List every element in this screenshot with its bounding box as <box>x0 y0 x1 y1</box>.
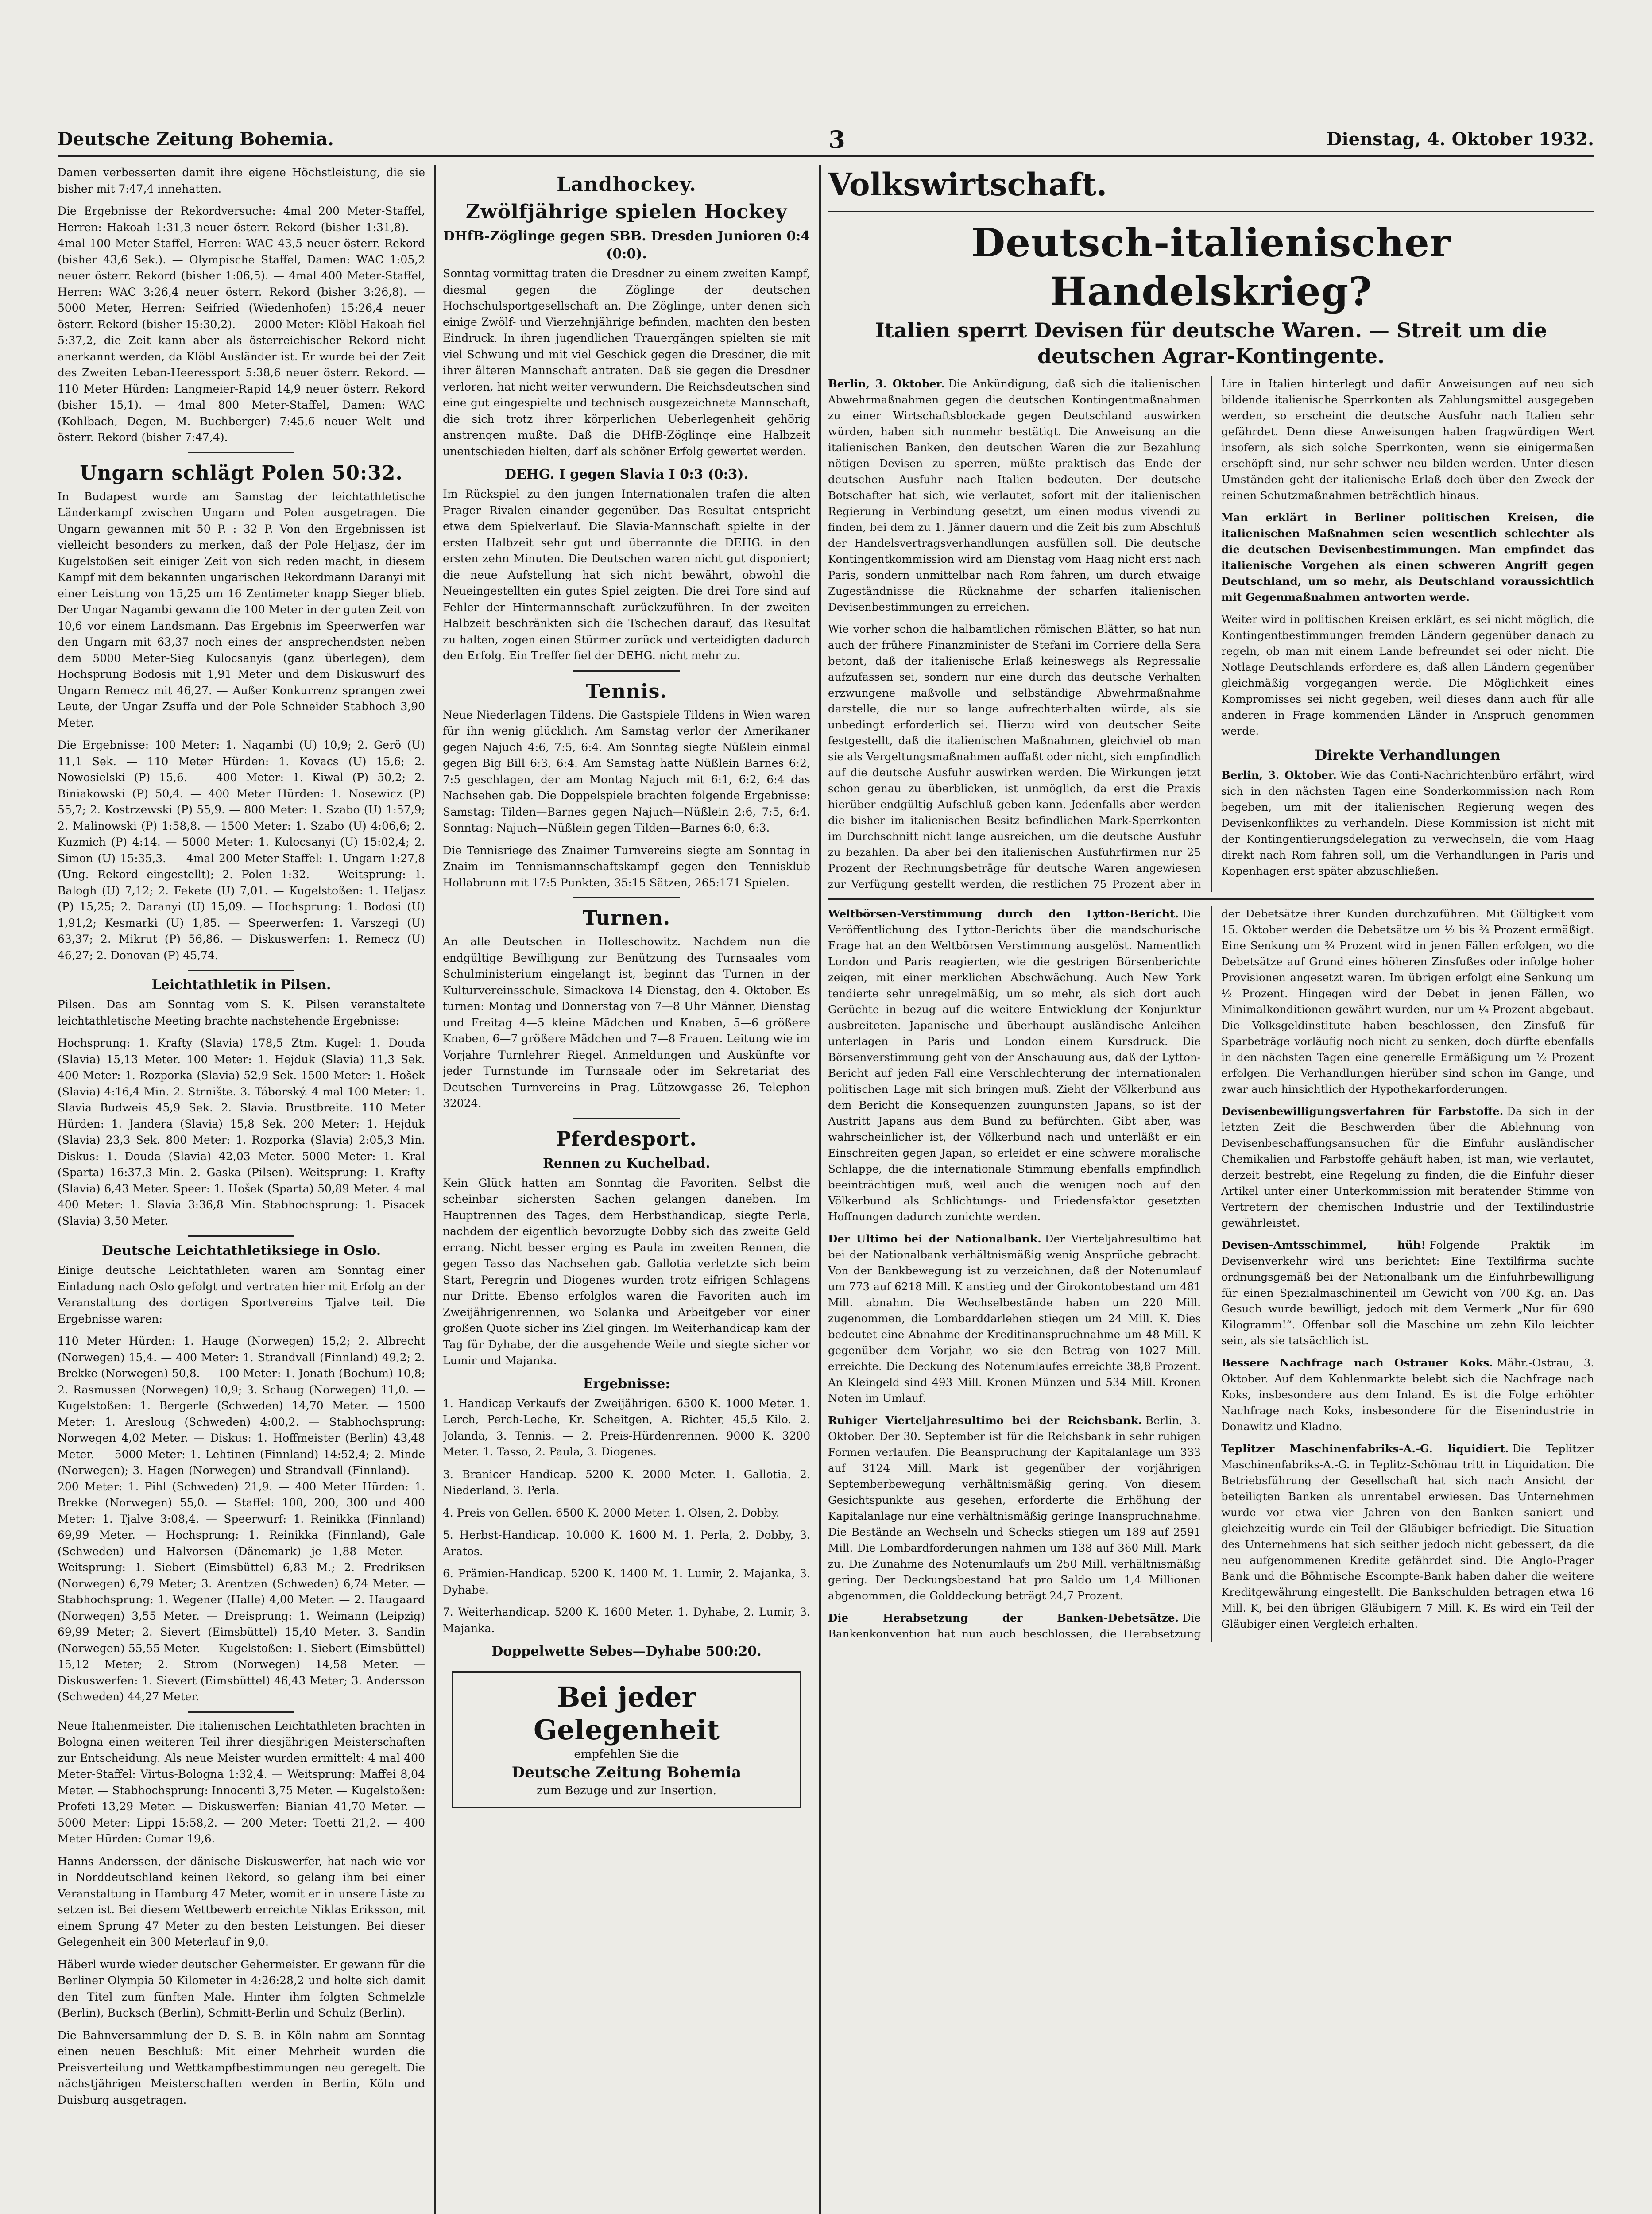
masthead-name: Deutsche Zeitung Bohemia. <box>58 129 334 150</box>
paragraph <box>828 1231 1201 1406</box>
column-rule-1 <box>434 165 436 2214</box>
paragraph: 5. Herbst-Handicap. 10.000 K. 1600 M. 1. Perla, 2. Dobby, 3. Aratos. <box>443 1529 810 1558</box>
paragraph: Sonntag vormittag traten die Dresdner zu einem zweiten Kampf, diesmal gegen die Zöglinge der deutschen Hochschulsportgesellschaft an. Die Zöglinge, unter denen sich einige Zwölf- und Vierzehnjährige befinden, machten den besten Eindruck. In ihren jugendlichen Trauergängen spielten sie mit viel Schwung und mit viel Geschick gegen die Dresdner, die mit ihrer älteren Mannschaft antraten. Daß sie gegen die Dresdner verloren, hat nicht weiter verwundern. Die Reichsdeutschen sind eine gut eingespielte und technisch ausgezeichnete Mannschaft, die sich trotz ihrer körperlichen Ueberlegenheit gehörig anstrengen mußte. Daß die DHfB-Zöglinge eine Halbzeit unentschieden hielten, darf als schöner Erfolg gewertet werden. <box>443 267 810 458</box>
article-title-kuchelbad: Rennen zu Kuchelbad. <box>543 1155 710 1171</box>
paragraph <box>1221 510 1594 605</box>
paragraph <box>1221 1237 1594 1349</box>
column-rule-2 <box>819 165 821 2214</box>
article-title-hockey: Zwölfjährige spielen Hockey <box>465 201 788 223</box>
paragraph: Kein Glück hatten am Sonntag die Favoriten. Selbst die scheinbar sichersten Sachen gelangen daneben. Im Hauptrennen des Tages, dem Herbsthandicap, siegte Perla, nachdem der eigentlich bevorzugte Dobby sich das zweite Geld errang. Nicht besser erging es Paula im zweiten Rennen, die gegen Tasso das Nachsehen gab. Gallotia verletzte sich beim Start, Peregrin und Diogenes wurden trotz eifrigen Schlagens nur Dritte. Ebenso erfolglos waren die Favoriten auch im Zweijährigenrennen, wo Solanka und Arbeitgeber vor einer großen Quote sicher ins Ziel gingen. Im Weiterhandicap kam der Tag für Dyhabe, der die ausgehende Weile und siegte sicher vor Lumir und Majanka. <box>443 1176 810 1367</box>
headline: Deutsch-italienischer Handelskrieg? <box>971 220 1451 314</box>
divider <box>188 970 294 971</box>
paragraph-lead: Devisenbewilligungsverfahren für Farbstoffe. <box>1221 1105 1504 1118</box>
paragraph: Im Rückspiel zu den jungen Internationalen trafen die alten Prager Rivalen einander gegenüber. Das Resultat entspricht etwa dem Spielverlauf. Die Slavia-Mannschaft spielte in der ersten Halbzeit sehr gut und überrannte die DEHG. in den ersten zehn Minuten. Die Deutschen waren nicht gut disponiert; die neue Aufstellung hat sich nicht bewährt, obwohl die Neueingestellten ein gutes Spiel zeigten. Die drei Tore sind auf Fehler der Hintermannschaft zurückzuführen. In der zweiten Halbzeit beschränkten sich die Tschechen darauf, das Resultat zu halten, zogen einen Stürmer zurück und verteidigten dadurch den Erfolg. Ein Treffer fiel der DEHG. nicht mehr zu. <box>443 488 810 662</box>
paragraph-body: Der Vierteljahresultimo hat bei der Nationalbank verhältnismäßig wenig Ansprüche gebracht. Von der Bankbewegung ist zu verzeichnen, daß der Notenumlauf um 773 auf 6218 Mill. K anstieg und der Girokontobestand um 481 Mill. abnahm. Die Wechselbestände haben um 220 Mill. zugenommen, die Lombarddarlehen stiegen um 24 Mill. K. Dies bedeutet eine Abnahme der Kreditinanspruchnahme um 48 Mill. K gegenüber dem Vorjahr, wo sie den Betrag von 1027 Mill. erreichte. Die Deckung des Notenumlaufes erreichte 38,8 Prozent. An Kleingeld sind 493 Mill. Kronen Münzen und 534 Mill. Kronen Noten im Umlauf. <box>828 1232 1201 1405</box>
paragraph <box>1221 1441 1594 1632</box>
paragraph-body: Die Veröffentlichung des Lytton-Berichts über die mandschurische Frage hat an den Weltbörsen Verstimmung ausgelöst. Namentlich London und Paris reagierten, wie die gestrigen Börsenberichte zeigen, mit einer merklichen Abschwächung. Auch New York tendierte sehr unregelmäßig, um so mehr, als sich dort auch Gerüchte in bezug auf die weitere Entwicklung der Konjunktur ausbreiteten. Japanische und überhaupt ausländische Anleihen unterlagen in Paris und London einem Kursdruck. Die Börsenverstimmung geht von der Anschauung aus, daß der Lytton-Bericht auf jeden Fall eine Verschlechterung der internationalen politischen Lage mit sich bringen muß. Zieht der Völkerbund aus dem Bericht die Konsequenzen zuungunsten Japans, so ist der Austritt Japans aus dem Bund zu befürchten. Gibt aber, was wahrscheinlicher ist, der Völkerbund nach und unterläßt er ein Einschreiten gegen Japan, so erleidet er eine schwere moralische Schlappe, die die internationale Stimmung ebenfalls empfindlich beeinträchtigen muß, weil auch die wenigen noch auf den Völkerbund als Schlichtungs- und Friedensfaktor gesetzten Hoffnungen dadurch zunichte werden. <box>828 907 1201 1223</box>
column-economy <box>828 165 1594 2214</box>
section-title-pferdesport: Pferdesport. <box>556 1127 697 1150</box>
divider <box>188 452 294 453</box>
ad-line-brand: Deutsche Zeitung Bohemia <box>511 1764 742 1781</box>
divider <box>828 898 1594 900</box>
paragraph: Hochsprung: 1. Krafty (Slavia) 178,5 Ztm. Kugel: 1. Douda (Slavia) 15,13 Meter. 100 Meter: 1. Hejduk (Slavia) 11,3 Sek. 400 Meter: 1. Rozporka (Slavia) 52,9 Sek. 1500 Meter: 1. Hošek (Slavia) 4:16,4 Min. 2. Strnište. 3. Táborský. 4 mal 100 Meter: 1. Slavia Budweis 45,9 Sek. 2. Slavia. Brustbreite. 110 Meter Hürden: 1. Jandera (Slavia) 15,8 Sek. 200 Meter: 1. Hejduk (Slavia) 23,3 Sek. 800 Meter: 1. Rozporka (Slavia) 2:05,3 Min. Diskus: 1. Douda (Slavia) 42,03 Meter. 5000 Meter: 1. Kral (Sparta) 16:37,3 Min. 2. Gaska (Pilsen). Weitsprung: 1. Krafty (Slavia) 6,43 Meter. Speer: 1. Hošek (Sparta) 50,89 Meter. 4 mal 400 Meter: 1. Slavia 3:36,8 Min. Stabhochsprung: 1. Pisacek (Slavia) 3,50 Meter. <box>58 1037 425 1227</box>
paragraph-lead: Weltbörsen-Verstimmung durch den Lytton-Bericht. <box>828 907 1179 920</box>
article-title-pilsen: Leichtathletik in Pilsen. <box>151 977 331 993</box>
paragraph: 110 Meter Hürden: 1. Hauge (Norwegen) 15,2; 2. Albrecht (Norwegen) 15,4. — 400 Meter: 1. Strandvall (Finnland) 49,2; 2. Brekke (Norwegen) 50,8. — 100 Meter: 1. Jonath (Bochum) 10,8; 2. Rasmussen (Norwegen) 10,9; 3. Schaug (Norwegen) 11,0. — Kugelstoßen: 1. Bergerle (Schweden) 14,70 Meter. — 1500 Meter: 1. Aresloug (Schweden) 4:00,2. — Stabhochsprung: Norwegen 4,02 Meter. — Diskus: 1. Hoffmeister (Berlin) 43,48 Meter. — 5000 Meter: 1. Lehtinen (Finnland) 14:52,4; 2. Minde (Norwegen); 3. Hagen (Norwegen) und Strandvall (Finnland). — 200 Meter: 1. Pihl (Schweden) 21,9. — 400 Meter Hürden: 1. Brekke (Norwegen) 55,0. — Staffel: 100, 200, 300 und 400 Meter: 1. Tjalve 3:08,4. — Speerwurf: 1. Reinikka (Finnland) 69,99 Meter. — Hochsprung: 1. Reinikka (Finnland), Gale (Schweden) und Halvorsen (Dänemark) je 1,88 Meter. — Weitsprung: 1. Siebert (Eimsbüttel) 6,83 M.; 2. Fredriksen (Norwegen) 6,79 Meter; 3. Arentzen (Schweden) 6,74 Meter. — Stabhochsprung: 1. Wegener (Halle) 4,00 Meter. — 2. Haugaard (Norwegen) 3,55 Meter. — Dreisprung: 1. Weimann (Leipzig) 69,99 Meter; 2. Sievert (Eimsbüttel) 15,40 Meter. 3. Sandin (Norwegen) 55,55 Meter. — Kugelstoßen: 1. Siebert (Eimsbüttel) 15,12 Meter; 2. Strom (Norwegen) 14,58 Meter. — Diskuswerfen: 1. Sievert (Eimsbüttel) 46,43 Meter; 3. Andersson (Schweden) 44,27 Meter. <box>58 1335 425 1703</box>
divider <box>573 670 680 672</box>
article-kicker: DHfB-Zöglinge gegen SBB. Dresden Junioren 0:4 (0:0). <box>443 228 810 262</box>
divider <box>573 1118 680 1119</box>
paragraph: Einige deutsche Leichtathleten waren am Sonntag einer Einladung nach Oslo gefolgt und vertraten hier mit Erfolg an der Veranstaltung des dortigen Sportvereins Tjalve teil. Die Ergebnisse waren: <box>58 1264 425 1325</box>
section-title-volkswirtschaft: Volkswirtschaft. <box>828 166 1107 203</box>
divider <box>188 1711 294 1713</box>
section-title-landhockey: Landhockey. <box>557 173 696 196</box>
article-title-oslo: Deutsche Leichtathletiksiege in Oslo. <box>101 1243 381 1258</box>
section-title-turnen: Turnen. <box>582 907 671 929</box>
paragraph-body: Weiter wird in politischen Kreisen erklärt, es sei nicht möglich, die Kontingentbestimmungen fremden Ländern gegenüber danach zu regeln, ob man mit einem Lande befreundet sei oder nicht. Die Notlage Deutschlands erfordere es, daß allen Ländern gegenüber gleichmäßig vorgegangen werde. Die Möglichkeit eines Kompromisses sei nicht gegeben, weil dieses dann auch für alle anderen in Frage kommenden Länder in Anspruch genommen werde. <box>1221 613 1594 737</box>
column-sports-athletics <box>58 165 425 2214</box>
paragraph-body: Mähr.-Ostrau, 3. Oktober. Auf dem Kohlenmarkte belebt sich die Nachfrage nach Koks, insbesondere aus dem Inland. Es ist die Folge erhöhter Nachfrage nach Koks, insbesondere für die Eisenindustrie in Donawitz und Kladno. <box>1221 1356 1594 1433</box>
paragraph <box>1221 1103 1594 1231</box>
paragraph-lead: Berlin, 3. Oktober. <box>1221 769 1337 782</box>
paragraph-lead: Teplitzer Maschinenfabriks-A.-G. liquidiert. <box>1221 1442 1509 1455</box>
paragraph: Die Ergebnisse der Rekordversuche: 4mal 200 Meter-Staffel, Herren: Hakoah 1:31,3 neuer österr. Rekord (bisher 1:31,8). — 4mal 100 Meter-Staffel, Herren: WAC 43,5 neuer österr. Rekord (bisher 43,6 Sek.). — Olympische Staffel, Damen: WAC 1:05,2 neuer österr. Rekord (bisher 1:06,5). — 4mal 400 Meter-Staffel, Herren: WAC 3:26,4 neuer österr. Rekord (bisher 3:26,8). — 5000 Meter, Herren: Seifried (Wiedenhofen) 15:26,4 neuer österr. Rekord (bisher 15:30,2). — 2000 Meter: Klöbl-Hakoah fiel 5:37,2, die Zeit kann aber als österreichischer Rekord nicht anerkannt werden, da Klöbl Ausländer ist. Er wurde bei der Zeit des Zweiten Leban-Heeressport 5:38,6 neuer österr. Rekord. — 110 Meter Hürden: Langmeier-Rapid 14,9 neuer österr. Rekord (bisher 15,1). — 4mal 800 Meter-Staffel, Damen: WAC (Kohlbach, Degen, M. Buchberger) 7:45,6 neuer Welt- und österr. Rekord (bisher 7:47,4). <box>58 205 425 444</box>
subheadline: Italien sperrt Devisen für deutsche Waren. — Streit um die deutschen Agrar-Kontingente. <box>875 318 1547 368</box>
paragraph-lead: Der Ultimo bei der Nationalbank. <box>828 1232 1041 1245</box>
paragraph-body: Die Teplitzer Maschinenfabriks-A.-G. in Teplitz-Schönau tritt in Liquidation. Die Betriebsführung der Gesellschaft hat sich nach Ansicht der beteiligten Banken als unrentabel erwiesen. Das Unternehmen wurde vor etwa vier Jahren von den Banken saniert und gleichzeitig wurde ein Teil der Gläubiger befriedigt. Die Situation des Unternehmens hat sich seither jedoch nicht gebessert, da die neu aufgenommenen Kredite gefährdet sind. Die Anglo-Prager Bank und die Böhmische Escompte-Bank haben daher die weitere Kreditgewährung eingestellt. Die Bankschulden betragen etwa 16 Mill. K, bei den übrigen Gläubigern 7 Mill. K. Es wird ein Teil der Gläubiger einen Vergleich erhalten. <box>1221 1442 1594 1630</box>
paragraph-body: Die Ankündigung, daß sich die italienischen Abwehrmaßnahmen gegen die deutschen Kontingentmaßnahmen zu einer Wirtschaftsblockade gegen Deutschland auswirken würden, haben sich nunmehr bestätigt. Die Anweisung an die italienischen Banken, den deutschen Waren die zur Bezahlung nötigen Devisen zu sperren, müßte praktisch das Ende der deutschen Ausfuhr nach Italien bedeuten. Der deutsche Botschafter hat sich, wie verlautet, sofort mit der italienischen Regierung in Verbindung gesetzt, um einen modus vivendi zu finden, bei dem zu 1. Jänner dauern und die Zeit bis zum Abschluß der Handelsvertragsverhandlungen ausfüllen soll. Die deutsche Kontingentkommission wird am Dienstag vom Haag nicht erst nach Paris, sondern unmittelbar nach Rom fahren, um durch etwaige Zugeständnisse die Rücknahme der scharfen italienischen Devisenbestimmungen zu erreichen. <box>828 377 1201 613</box>
paragraph-body: Wie vorher schon die halbamtlichen römischen Blätter, so hat nun auch der frühere Finanzminister de Stefani im Corriere della Sera betont, daß der italienische Erlaß keineswegs als Repressalie aufzufassen sei, sondern nur eine durch das deutsche Verhalten erzwungene maßvolle und selbständige Abwehrmaßnahme darstelle, die nur so lange aufrechterhalten würde, als sie unbedingt erforderlich sei. Hierzu wird von deutscher Seite festgestellt, daß die italienischen Maßnahmen, gleichviel ob man sie als Vergeltungsmaßnahmen auffaßt oder nicht, sich empfindlich auf die deutsche Ausfuhr auswirken werden. Die Wirkungen jetzt schon genau zu überblicken, ist unmöglich, da erst die Praxis hierüber endgültig Aufschluß geben kann. Jedenfalls aber werden die bisher im italienischen Besitz befindlichen Mark-Sperrkonten im Durchschnitt nicht lange ausreichen, um die deutsche Ausfuhr zu bezahlen. Da aber bei den italienischen Ausfuhrfirmen nur 25 Prozent der Rechnungsbeträge für deutsche Waren angewiesen zur Verfügung gestellt werden, die restlichen 75 Prozent aber in Lire in Italien hinterlegt und dafür Anweisungen auf neu sich bildende italienische Sperrkonten als Zahlungsmittel ausgegeben werden, so erscheint die deutsche Ausfuhr nach Italien sehr gefährdet. Denn diese Anweisungen haben fragwürdigen Wert insofern, als sich solche Sperrkonten, wenn sie einigermaßen erschöpft sind, nur sehr schwer neu bilden werden. Unter diesen Umständen geht der italienische Erlaß doch über den Zweck der reinen Schutzmaßnahmen beträchtlich hinaus. <box>828 377 1594 890</box>
paragraph-lead: Die Herabsetzung der Banken-Debetsätze. <box>828 1611 1179 1624</box>
paragraph-body: Berlin, 3. Oktober. Der 30. September ist für die Reichsbank in sehr ruhigen Formen verlaufen. Die Beanspruchung der Kapitalanlage um 333 auf 3124 Mill. Mark ist gegenüber der vorjährigen Septemberbewegung verhältnismäßig gering. Von diesem Gesichtspunkte aus gesehen, erforderte die Erhöhung der Kapitalanlage nur eine verhältnismäßig geringe Inanspruchnahme. Die Bestände an Wechseln und Schecks stiegen um 189 auf 2591 Mill. Die Lombardforderungen nahmen um 138 auf 360 Mill. Mark zu. Die Zunahme des Notenumlaufs um 250 Mill. verhältnismäßig gering. Der Deckungsbestand hat pro Saldo um 1,4 Millionen abgenommen, die Golddeckung beträgt 24,7 Prozent. <box>828 1414 1201 1602</box>
paragraph: 3. Branicer Handicap. 5200 K. 2000 Meter. 1. Gallotia, 2. Niederland, 3. Perla. <box>443 1467 810 1497</box>
paragraph: 1. Handicap Verkaufs der Zweijährigen. 6500 K. 1000 Meter. 1. Lerch, Perch-Leche, Kr. Scheitgen, A. Richter, 45,5 Kilo. 2. Jolanda, 3. Tennis. — 2. Preis-Hürdenrennen. 9000 K. 3200 Meter. 1. Tasso, 2. Paula, 3. Diogenes. <box>443 1397 810 1458</box>
paragraph-body: Folgende Praktik im Devisenverkehr wird uns berichtet: Eine Textilfirma suchte ordnungsgemäß bei der Nationalbank um die Einfuhrbewilligung für einen Spezialmaschinenteil im Gewicht von 700 Kg. an. Das Gesuch wurde bewilligt, jedoch mit dem Vermerk „Nur für 690 Kilogramm!“. Offenbar soll die Maschine um zehn Kilo leichter sein, als sie tatsächlich ist. <box>1221 1239 1594 1347</box>
economy-upper-text <box>828 376 1594 892</box>
ad-line: zum Bezuge und zur Insertion. <box>537 1784 716 1797</box>
paragraph-body: Man erklärt in Berliner politischen Kreisen, die italienischen Maßnahmen seien wesentlich schlechter als die deutschen Devisenbestimmungen. Man empfindet das italienische Vorgehen als einen schweren Angriff gegen Deutschland, um so mehr, als Deutschland voraussichtlich mit Gegenmaßnahmen antworten werde. <box>1221 511 1594 604</box>
paragraph-lead: Berlin, 3. Oktober. <box>828 377 945 390</box>
paragraph-lead: Ruhiger Vierteljahresultimo bei der Reichsbank. <box>828 1414 1142 1427</box>
paragraph <box>1221 767 1594 879</box>
paragraph: Damen verbesserten damit ihre eigene Höchstleistung, die sie bisher mit 7:47,4 innehatten. <box>58 166 425 195</box>
paragraph <box>1221 1355 1594 1435</box>
paragraph-lead: Devisen-Amtsschimmel, hüh! <box>1221 1239 1426 1251</box>
page-header <box>58 125 1594 157</box>
ad-line: empfehlen Sie die <box>574 1748 679 1761</box>
paragraph: Neue Italienmeister. Die italienischen Leichtathleten brachten in Bologna einen weiteren Teil ihrer diesjährigen Meisterschaften zur Entscheidung. Als neue Meister wurden ermittelt: 4 mal 400 Meter-Staffel: Virtus-Bologna 1:32,4. — Weitsprung: Maffei 8,04 Meter. — Stabhochsprung: Innocenti 3,75 Meter. — Kugelstoßen: Profeti 13,29 Meter. — Diskuswerfen: Bianian 41,70 Meter. — 5000 Meter: Lippi 15:58,2. — 200 Meter: Toetti 21,2. — 400 Meter Hürden: Cumar 19,6. <box>58 1719 425 1845</box>
paragraph: Die Tennisriege des Znaimer Turnvereins siegte am Sonntag in Znaim im Tennismannschaftskampf gegen den Tennisklub Hollabrunn mit 17:5 Punkten, 35:15 Sätzen, 265:171 Spielen. <box>443 844 810 889</box>
divider <box>828 211 1594 212</box>
article-title-dehg: DEHG. I gegen Slavia I 0:3 (0:3). <box>504 467 749 482</box>
article-title-direkte-verhandlungen: Direkte Verhandlungen <box>1315 747 1501 763</box>
economy-lower-text <box>828 906 1594 1642</box>
paragraph: Neue Niederlagen Tildens. Die Gastspiele Tildens in Wien waren für ihn wenig glücklich. Am Samstag verlor der Amerikaner gegen Najuch 4:6, 7:5, 6:4. Am Sonntag siegte Nüßlein einmal gegen Big Bill 6:3, 6:4. Am Samstag hatte Nüßlein Barnes 6:2, 7:5 geschlagen, der am Montag Najuch mit 6:1, 6:2, 6:4 das Nachsehen gab. Die Doppelspiele brachten folgende Ergebnisse: Samstag: Tilden—Barnes gegen Najuch—Nüßlein 2:6, 7:5, 6:4. Sonntag: Najuch—Nüßlein gegen Tilden—Barnes 6:0, 6:3. <box>443 708 810 834</box>
paragraph: An alle Deutschen in Holleschowitz. Nachdem nun die endgültige Bewilligung zur Benützung des Turnsaales vom Schulministerium eingelangt ist, beginnt das Turnen in der Kulturvereinsschule, Simackova 14 Dienstag, den 4. Oktober. Es turnen: Montag und Donnerstag von 7—8 Uhr Männer, Dienstag und Freitag 4—5 kleine Mädchen und Knaben, 5—6 größere Knaben, 6—7 größere Mädchen und 7—8 Frauen. Leitung wie im Vorjahre Turnlehrer Riegel. Anmeldungen und Auskünfte vor jeder Turnstunde im Turnsaale oder im Sekretariat des Deutschen Turnvereins in Prag, Lützowgasse 26, Telephon 32024. <box>443 935 810 1110</box>
paragraph: 6. Prämien-Handicap. 5200 K. 1400 M. 1. Lumir, 2. Majanka, 3. Dyhabe. <box>443 1567 810 1596</box>
paragraph: In Budapest wurde am Samstag der leichtathletische Länderkampf zwischen Ungarn und Polen ausgetragen. Die Ungarn gewannen mit 50 P. : 32 P. Von den Ergebnissen ist vielleicht besonders zu merken, daß der Pole Heljasz, der im Kugelstoßen seit einiger Zeit von sich reden macht, in diesem Kampf mit dem bekannten ungarischen Rekordmann Daranyi mit einer Leistung von 15,25 um 16 Zentimeter knapp Sieger blieb. Der Ungar Nagambi gewann die 100 Meter in der guten Zeit von 10,6 vor einem Landsmann. Das Ergebnis im Speerwerfen war den Ungarn mit 63,37 noch eines der ansprechendsten neben dem 5000 Meter-Sieg Kulocsanyis (ganz überlegen), dem Hochsprung Bodosis mit 1,91 Meter und dem Diskuswurf des Ungarn Remecz mit 46,27. — Außer Konkurrenz sprangen zwei Leute, der Ungar Zsuffa und der Pole Schneider Stabhoch 3,90 Meter. <box>58 490 425 729</box>
paragraph <box>1221 612 1594 739</box>
paragraph <box>828 1413 1201 1604</box>
paragraph-body: Da sich in der letzten Zeit die Beschwerden über die Ablehnung von Devisenbeschaffungsansuchen für die Einfuhr ausländischer Chemikalien und Farbstoffe gehäuft haben, ist man, wie verlautet, derzeit bestrebt, eine Regelung zu finden, die die Einfuhr dieser Artikel unter einer Unterkommission mit beratender Stimme von Vertretern der chemischen Industrie und der Textilindustrie gewährleistet. <box>1221 1105 1594 1229</box>
article-title-ungarn-polen: Ungarn schlägt Polen 50:32. <box>80 461 403 484</box>
paragraph: Pilsen. Das am Sonntag vom S. K. Pilsen veranstaltete leichtathletische Meeting brachte nachstehende Ergebnisse: <box>58 998 425 1027</box>
paragraph: Hanns Anderssen, der dänische Diskuswerfer, hat nach wie vor in Norddeutschland keinen Rekord, so gelang ihm bei einer Veranstaltung in Hamburg 47 Meter, womit er in unsere Liste zu setzen ist. Bei diesem Wettbewerb erreichte Niklas Eriksson, mit einem Sprung 47 Meter zu den besten Leistungen. Bei dieser Gelegenheit ein 300 Meterlauf in 9,0. <box>58 1854 425 1948</box>
intro-paragraphs <box>58 165 425 446</box>
paragraph-body: Wie das Conti-Nachrichtenbüro erfährt, wird sich in den nächsten Tagen eine Sonderkommission nach Rom begeben, um mit der italienischen Regierung wegen des Devisenkonfliktes zu verhandeln. Diese Kommission ist nicht mit der Kontingentierungsdelegation zu verwechseln, die vom Haag direkt nach Rom fahren soll, um die Verhandlungen in Paris und Kopenhagen erst später abzuschließen. <box>1221 769 1594 877</box>
paragraph-body: Die Bankenkonvention hat nun auch beschlossen, die Herabsetzung der Debetsätze ihrer Kunden durchzuführen. Mit Gültigkeit vom 15. Oktober werden die Debetsätze um ½ bis ¾ Prozent ermäßigt. Eine Senkung um ¾ Prozent wird in jenen Fällen erfolgen, wo die Debetsätze auf Grund eines höheren Zinsfußes oder infolge hoher Provisionen angesetzt waren. Im übrigen erfolgt eine Senkung um ½ Prozent. Hingegen wird der Debet in jenen Fällen, wo Minimalkonditionen gewährt wurden, nur um ¼ Prozent abgebaut. Die Volksgeldinstitute haben beschlossen, den Zinsfuß für Sparbeträge vorläufig noch nicht zu senken, doch dürfte ebenfalls in den nächsten Tagen eine generelle Ermäßigung um ½ Prozent erfolgen. Die Verhandlungen hierüber sind schon im Gange, und zwar auch hinsichtlich der Hypothekarforderungen. <box>828 907 1594 1640</box>
section-title-tennis: Tennis. <box>586 680 667 703</box>
paragraph <box>828 906 1201 1225</box>
column-sports-misc <box>443 165 810 2214</box>
divider <box>573 897 680 898</box>
page-number: 3 <box>828 125 845 154</box>
paragraph: 7. Weiterhandicap. 5200 K. 1600 Meter. 1. Dyhabe, 2. Lumir, 3. Majanka. <box>443 1606 810 1635</box>
paragraph-lead: Bessere Nachfrage nach Ostrauer Koks. <box>1221 1356 1493 1369</box>
paragraph: Die Ergebnisse: 100 Meter: 1. Nagambi (U) 10,9; 2. Gerö (U) 11,1 Sek. — 110 Meter Hürden: 1. Kovacs (U) 15,6; 2. Nowosielski (P) 15,6. — 400 Meter: 1. Kiwal (P) 50,2; 2. Biniakowski (P) 50,4. — 400 Meter Hürden: 1. Nosewicz (P) 55,7; 2. Kostrzewski (P) 55,9. — 800 Meter: 1. Szabo (U) 1:57,9; 2. Malinowski (P) 1:58,8. — 1500 Meter: 1. Szabo (U) 4:06,6; 2. Kuzmich (P) 4:14. — 5000 Meter: 1. Kulocsanyi (U) 15:02,4; 2. Simon (U) 15:35,3. — 4mal 200 Meter-Staffel: 1. Ungarn 1:27,8 (Ung. Rekord eingestellt); 2. Polen 1:32. — Weitsprung: 1. Balogh (U) 7,12; 2. Fekete (U) 7,01. — Kugelstoßen: 1. Heljasz (P) 15,25; 2. Daranyi (U) 15,09. — Hochsprung: 1. Bodosi (U) 1,91,2; Kesmarki (U) 1,85. — Speerwerfen: 1. Varszegi (U) 63,37; 2. Mikrut (P) 56,86. — Diskuswerfen: 1. Remecz (U) 46,27; 2. Donovan (P) 45,74. <box>58 739 425 962</box>
results-footer: Doppelwette Sebes—Dyhabe 500:20. <box>491 1644 762 1659</box>
divider <box>188 1235 294 1237</box>
paragraph <box>828 376 1201 615</box>
ad-title: Bei jeder Gelegenheit <box>534 1681 720 1746</box>
paragraph: Die Bahnversammlung der D. S. B. in Köln nahm am Sonntag einen neuen Beschluß: Mit einer Mehrheit wurden die Preisverteilung und Wettkampfbestimmungen neu geregelt. Die nächstjährigen Meisterschaften werden in Berlin, Köln und Duisburg ausgetragen. <box>58 2028 425 2106</box>
paragraph: 4. Preis von Gellen. 6500 K. 2000 Meter. 1. Olsen, 2. Dobby. <box>443 1506 780 1519</box>
advertisement-box <box>452 1671 801 1808</box>
paragraph: Häberl wurde wieder deutscher Gehermeister. Er gewann für die Berliner Olympia 50 Kilometer in 4:26:28,2 und holte sich damit den Titel zum fünften Male. Hinter ihm folgten Schmelzle (Berlin), Bucksch (Berlin), Schmitt-Berlin und Schulz (Berlin). <box>58 1958 425 2019</box>
results-heading: Ergebnisse: <box>583 1376 670 1392</box>
issue-date: Dienstag, 4. Oktober 1932. <box>1326 129 1594 150</box>
